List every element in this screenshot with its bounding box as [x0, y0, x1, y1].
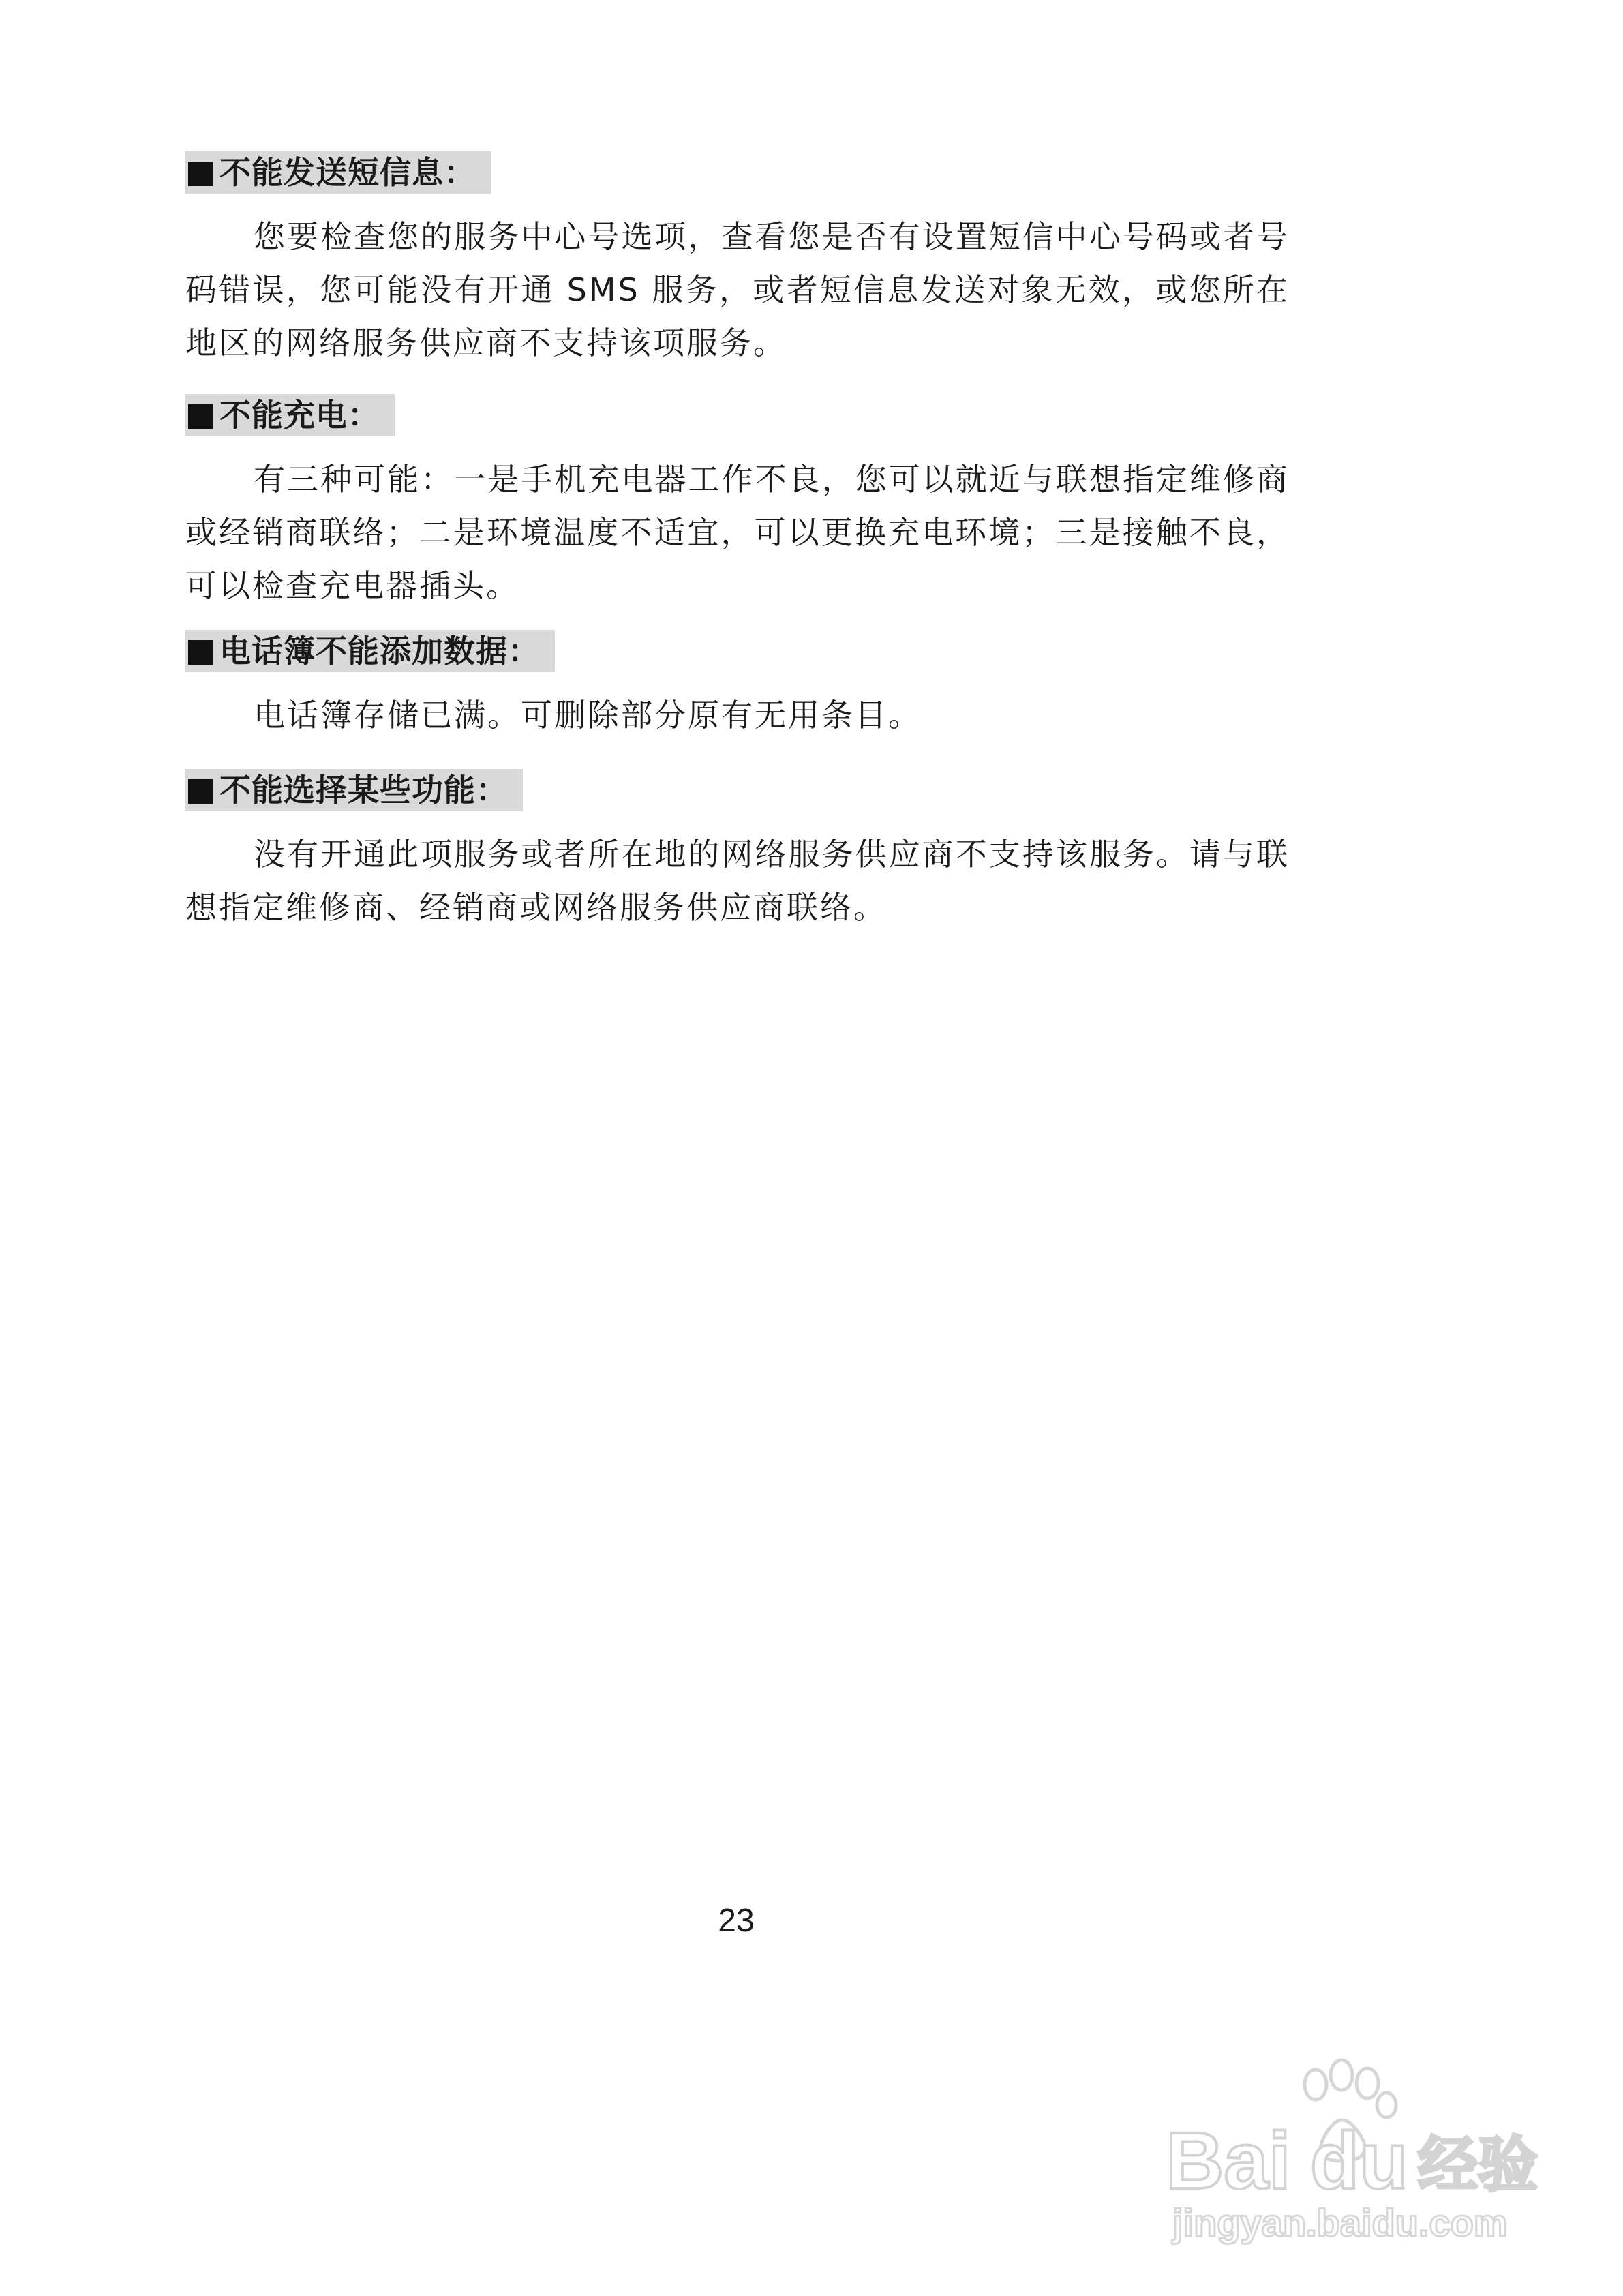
section-heading	[185, 630, 555, 672]
square-bullet-icon	[188, 404, 213, 429]
section-heading	[185, 151, 491, 194]
section-sms-send-failure	[185, 151, 1290, 369]
svg-text:du: du	[1310, 2116, 1409, 2206]
section-heading-text: 不能选择某些功能：	[219, 772, 508, 809]
svg-text:经验: 经验	[1418, 2130, 1538, 2200]
section-charging-failure	[185, 394, 1290, 612]
section-body: 您要检查您的服务中心号选项，查看您是否有设置短信中心号码或者号码错误，您可能没有开通 SMS 服务，或者短信息发送对象无效，或您所在地区的网络服务供应商不支持该项服务。	[185, 218, 1290, 361]
section-body: 电话簿存储已满。可删除部分原有无用条目。	[254, 697, 922, 734]
section-heading-text: 不能发送短信息：	[219, 154, 476, 191]
square-bullet-icon	[188, 779, 213, 804]
page-number: 23	[718, 1903, 755, 1939]
svg-text:jingyan.baidu.com: jingyan.baidu.com	[1172, 2201, 1508, 2244]
baidu-watermark-logo	[1159, 2052, 1541, 2250]
section-body: 有三种可能：一是手机充电器工作不良，您可以就近与联想指定维修商或经销商联络；二是环境温度不适宜，可以更换充电环境；三是接触不良，可以检查充电器插头。	[185, 461, 1290, 604]
svg-text:Bai: Bai	[1166, 2116, 1291, 2206]
section-body: 没有开通此项服务或者所在地的网络服务供应商不支持该服务。请与联想指定维修商、经销商或网络服务供应商联络。	[185, 836, 1290, 926]
baidu-jingyan-watermark	[1159, 2052, 1541, 2250]
square-bullet-icon	[188, 162, 213, 186]
square-bullet-icon	[188, 640, 213, 665]
section-function-unavailable	[185, 769, 1290, 934]
section-heading-text: 电话簿不能添加数据：	[219, 633, 540, 669]
section-heading	[185, 769, 523, 811]
section-phonebook-full	[185, 630, 1290, 742]
section-heading-text: 不能充电：	[219, 397, 380, 434]
section-heading	[185, 394, 395, 436]
